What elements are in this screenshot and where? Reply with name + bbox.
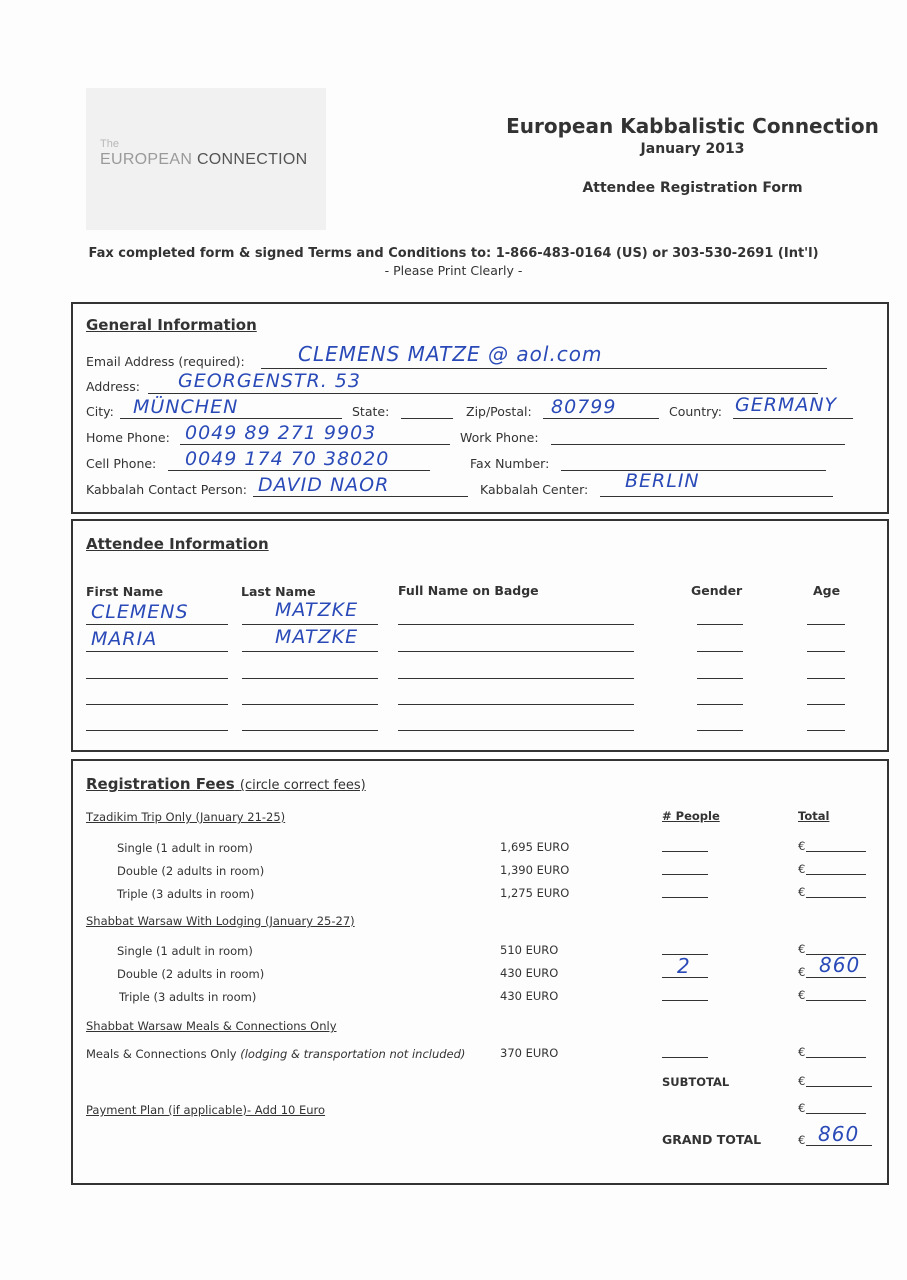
cell-phone-label: Cell Phone:	[86, 456, 157, 471]
logo-european: EUROPEAN	[100, 151, 193, 168]
address-line	[148, 393, 818, 394]
home-phone-label: Home Phone:	[86, 430, 170, 445]
t-double-euro: €	[798, 862, 806, 876]
zip-line	[543, 418, 659, 419]
payment-plan-label: Payment Plan (if applicable)- Add 10 Euro	[86, 1103, 326, 1117]
contact-person-field[interactable]: DAVID NAOR	[258, 474, 390, 496]
attendee-2-first-name[interactable]: MARIA	[91, 628, 158, 650]
row3-badge-line[interactable]	[398, 678, 634, 679]
s-double-people-field[interactable]: 2	[677, 954, 691, 978]
email-line	[261, 368, 827, 369]
row2-age-line[interactable]	[807, 651, 845, 652]
row3-gender-line[interactable]	[697, 678, 743, 679]
city-label: City:	[86, 404, 114, 419]
zip-field[interactable]: 80799	[551, 396, 617, 418]
registration-fees-note: (circle correct fees)	[239, 778, 366, 793]
form-name: Attendee Registration Form	[582, 180, 803, 196]
s-double-label: Double (2 adults in room)	[117, 967, 265, 981]
state-label: State:	[352, 404, 390, 419]
tzadikim-heading: Tzadikim Trip Only (January 21-25)	[86, 810, 286, 824]
t-triple-price: 1,275 EURO	[500, 886, 570, 900]
t-double-price: 1,390 EURO	[500, 863, 570, 877]
country-line	[733, 418, 853, 419]
logo	[100, 151, 308, 169]
s-double-total-line	[806, 977, 866, 978]
subtotal-line[interactable]	[806, 1086, 872, 1087]
meals-euro: €	[798, 1045, 806, 1059]
t-single-total-line[interactable]	[806, 851, 866, 852]
s-double-total-field[interactable]: 860	[819, 953, 861, 977]
s-double-euro: €	[798, 965, 806, 979]
t-single-people-line[interactable]	[662, 851, 708, 852]
grand-total-label: GRAND TOTAL	[662, 1132, 762, 1147]
row1-first-line[interactable]	[86, 624, 228, 625]
meals-label-row	[86, 1047, 465, 1061]
t-single-price: 1,695 EURO	[500, 840, 570, 854]
t-single-euro: €	[798, 839, 806, 853]
address-field[interactable]: GEORGENSTR. 53	[178, 370, 361, 392]
subtotal-label: SUBTOTAL	[662, 1075, 730, 1089]
s-triple-price: 430 EURO	[500, 989, 559, 1003]
s-triple-total-line[interactable]	[806, 1000, 866, 1001]
attendee-1-first-name[interactable]: CLEMENS	[91, 601, 189, 623]
email-field[interactable]: CLEMENS MATZE @ aol.com	[298, 342, 603, 366]
registration-fees-section	[71, 759, 889, 1185]
row3-age-line[interactable]	[807, 678, 845, 679]
page-title: European Kabbalistic Connection	[506, 114, 879, 138]
kabbalah-center-field[interactable]: BERLIN	[625, 470, 700, 492]
row4-age-line[interactable]	[807, 704, 845, 705]
state-line[interactable]	[401, 418, 453, 419]
s-triple-label: Triple (3 adults in room)	[119, 990, 257, 1004]
row5-gender-line[interactable]	[697, 730, 743, 731]
attendee-1-last-name[interactable]: MATZKE	[275, 599, 359, 621]
home-phone-line	[180, 444, 450, 445]
meals-label: Meals & Connections Only	[86, 1047, 237, 1061]
s-single-label: Single (1 adult in room)	[117, 944, 253, 958]
attendee-information-section	[71, 519, 889, 752]
col-first-name: First Name	[86, 584, 164, 599]
row2-last-line[interactable]	[242, 651, 378, 652]
row5-last-line[interactable]	[242, 730, 378, 731]
grand-total-field[interactable]: 860	[818, 1122, 860, 1146]
work-phone-line[interactable]	[551, 444, 845, 445]
t-double-people-line[interactable]	[662, 874, 708, 875]
subtotal-euro: €	[798, 1074, 806, 1088]
event-date: January 2013	[640, 141, 745, 157]
s-double-price: 430 EURO	[500, 966, 559, 980]
s-triple-euro: €	[798, 988, 806, 1002]
row1-gender-line[interactable]	[697, 624, 743, 625]
t-double-label: Double (2 adults in room)	[117, 864, 265, 878]
s-single-euro: €	[798, 942, 806, 956]
home-phone-field[interactable]: 0049 89 271 9903	[185, 422, 377, 444]
meals-note: (lodging & transportation not included)	[240, 1047, 466, 1061]
general-information-section	[71, 302, 889, 514]
grand-total-euro: €	[798, 1133, 806, 1147]
registration-fees-heading: Registration Fees	[86, 775, 235, 793]
city-field[interactable]: MÜNCHEN	[133, 396, 239, 418]
t-triple-people-line[interactable]	[662, 897, 708, 898]
meals-price: 370 EURO	[500, 1046, 559, 1060]
cell-phone-field[interactable]: 0049 174 70 38020	[185, 448, 390, 470]
attendee-2-last-name[interactable]: MATZKE	[275, 626, 359, 648]
kabbalah-center-line	[600, 496, 833, 497]
kabbalah-center-label: Kabbalah Center:	[480, 482, 589, 497]
payment-plan-line[interactable]	[806, 1113, 866, 1114]
col-total: Total	[798, 809, 830, 823]
shabbat-heading: Shabbat Warsaw With Lodging (January 25-27)	[86, 914, 355, 928]
registration-fees-title	[86, 775, 366, 793]
t-double-total-line[interactable]	[806, 874, 866, 875]
general-information-title: General Information	[86, 316, 257, 334]
t-triple-total-line[interactable]	[806, 897, 866, 898]
t-single-label: Single (1 adult in room)	[117, 841, 253, 855]
row5-badge-line[interactable]	[398, 730, 634, 731]
t-triple-label: Triple (3 adults in room)	[117, 887, 255, 901]
s-triple-people-line[interactable]	[662, 1000, 708, 1001]
row5-age-line[interactable]	[807, 730, 845, 731]
row4-first-line[interactable]	[86, 704, 228, 705]
row2-gender-line[interactable]	[697, 651, 743, 652]
city-line	[120, 418, 342, 419]
row1-last-line[interactable]	[242, 624, 378, 625]
contact-person-line	[253, 496, 468, 497]
fax-number-label: Fax Number:	[470, 456, 550, 471]
payment-plan-euro: €	[798, 1101, 806, 1115]
work-phone-label: Work Phone:	[460, 430, 539, 445]
meals-total-line[interactable]	[806, 1057, 866, 1058]
email-label: Email Address (required):	[86, 354, 245, 369]
row3-last-line[interactable]	[242, 678, 378, 679]
logo-the: The	[100, 138, 119, 150]
address-label: Address:	[86, 379, 140, 394]
fax-instructions: Fax completed form & signed Terms and Conditions to: 1-866-483-0164 (US) or 303-530-2691 (Int'l)	[88, 246, 819, 261]
attendee-information-title: Attendee Information	[86, 535, 269, 553]
row2-first-line[interactable]	[86, 651, 228, 652]
row1-badge-line[interactable]	[398, 624, 634, 625]
zip-label: Zip/Postal:	[466, 404, 532, 419]
row4-last-line[interactable]	[242, 704, 378, 705]
logo-connection: CONNECTION	[196, 151, 308, 168]
row4-badge-line[interactable]	[398, 704, 634, 705]
t-triple-euro: €	[798, 885, 806, 899]
row5-first-line[interactable]	[86, 730, 228, 731]
contact-person-label: Kabbalah Contact Person:	[86, 482, 248, 497]
country-field[interactable]: GERMANY	[735, 394, 838, 416]
row2-badge-line[interactable]	[398, 651, 634, 652]
cell-phone-line	[168, 470, 430, 471]
s-single-price: 510 EURO	[500, 943, 559, 957]
col-badge-name: Full Name on Badge	[398, 583, 539, 598]
col-last-name: Last Name	[241, 584, 316, 599]
row3-first-line[interactable]	[86, 678, 228, 679]
print-note: - Please Print Clearly -	[384, 263, 523, 278]
country-label: Country:	[669, 404, 722, 419]
col-people: # People	[662, 809, 720, 823]
col-gender: Gender	[691, 583, 743, 598]
row1-age-line[interactable]	[807, 624, 845, 625]
col-age: Age	[813, 583, 841, 598]
row4-gender-line[interactable]	[697, 704, 743, 705]
meals-heading: Shabbat Warsaw Meals & Connections Only	[86, 1019, 337, 1033]
meals-people-line[interactable]	[662, 1057, 708, 1058]
